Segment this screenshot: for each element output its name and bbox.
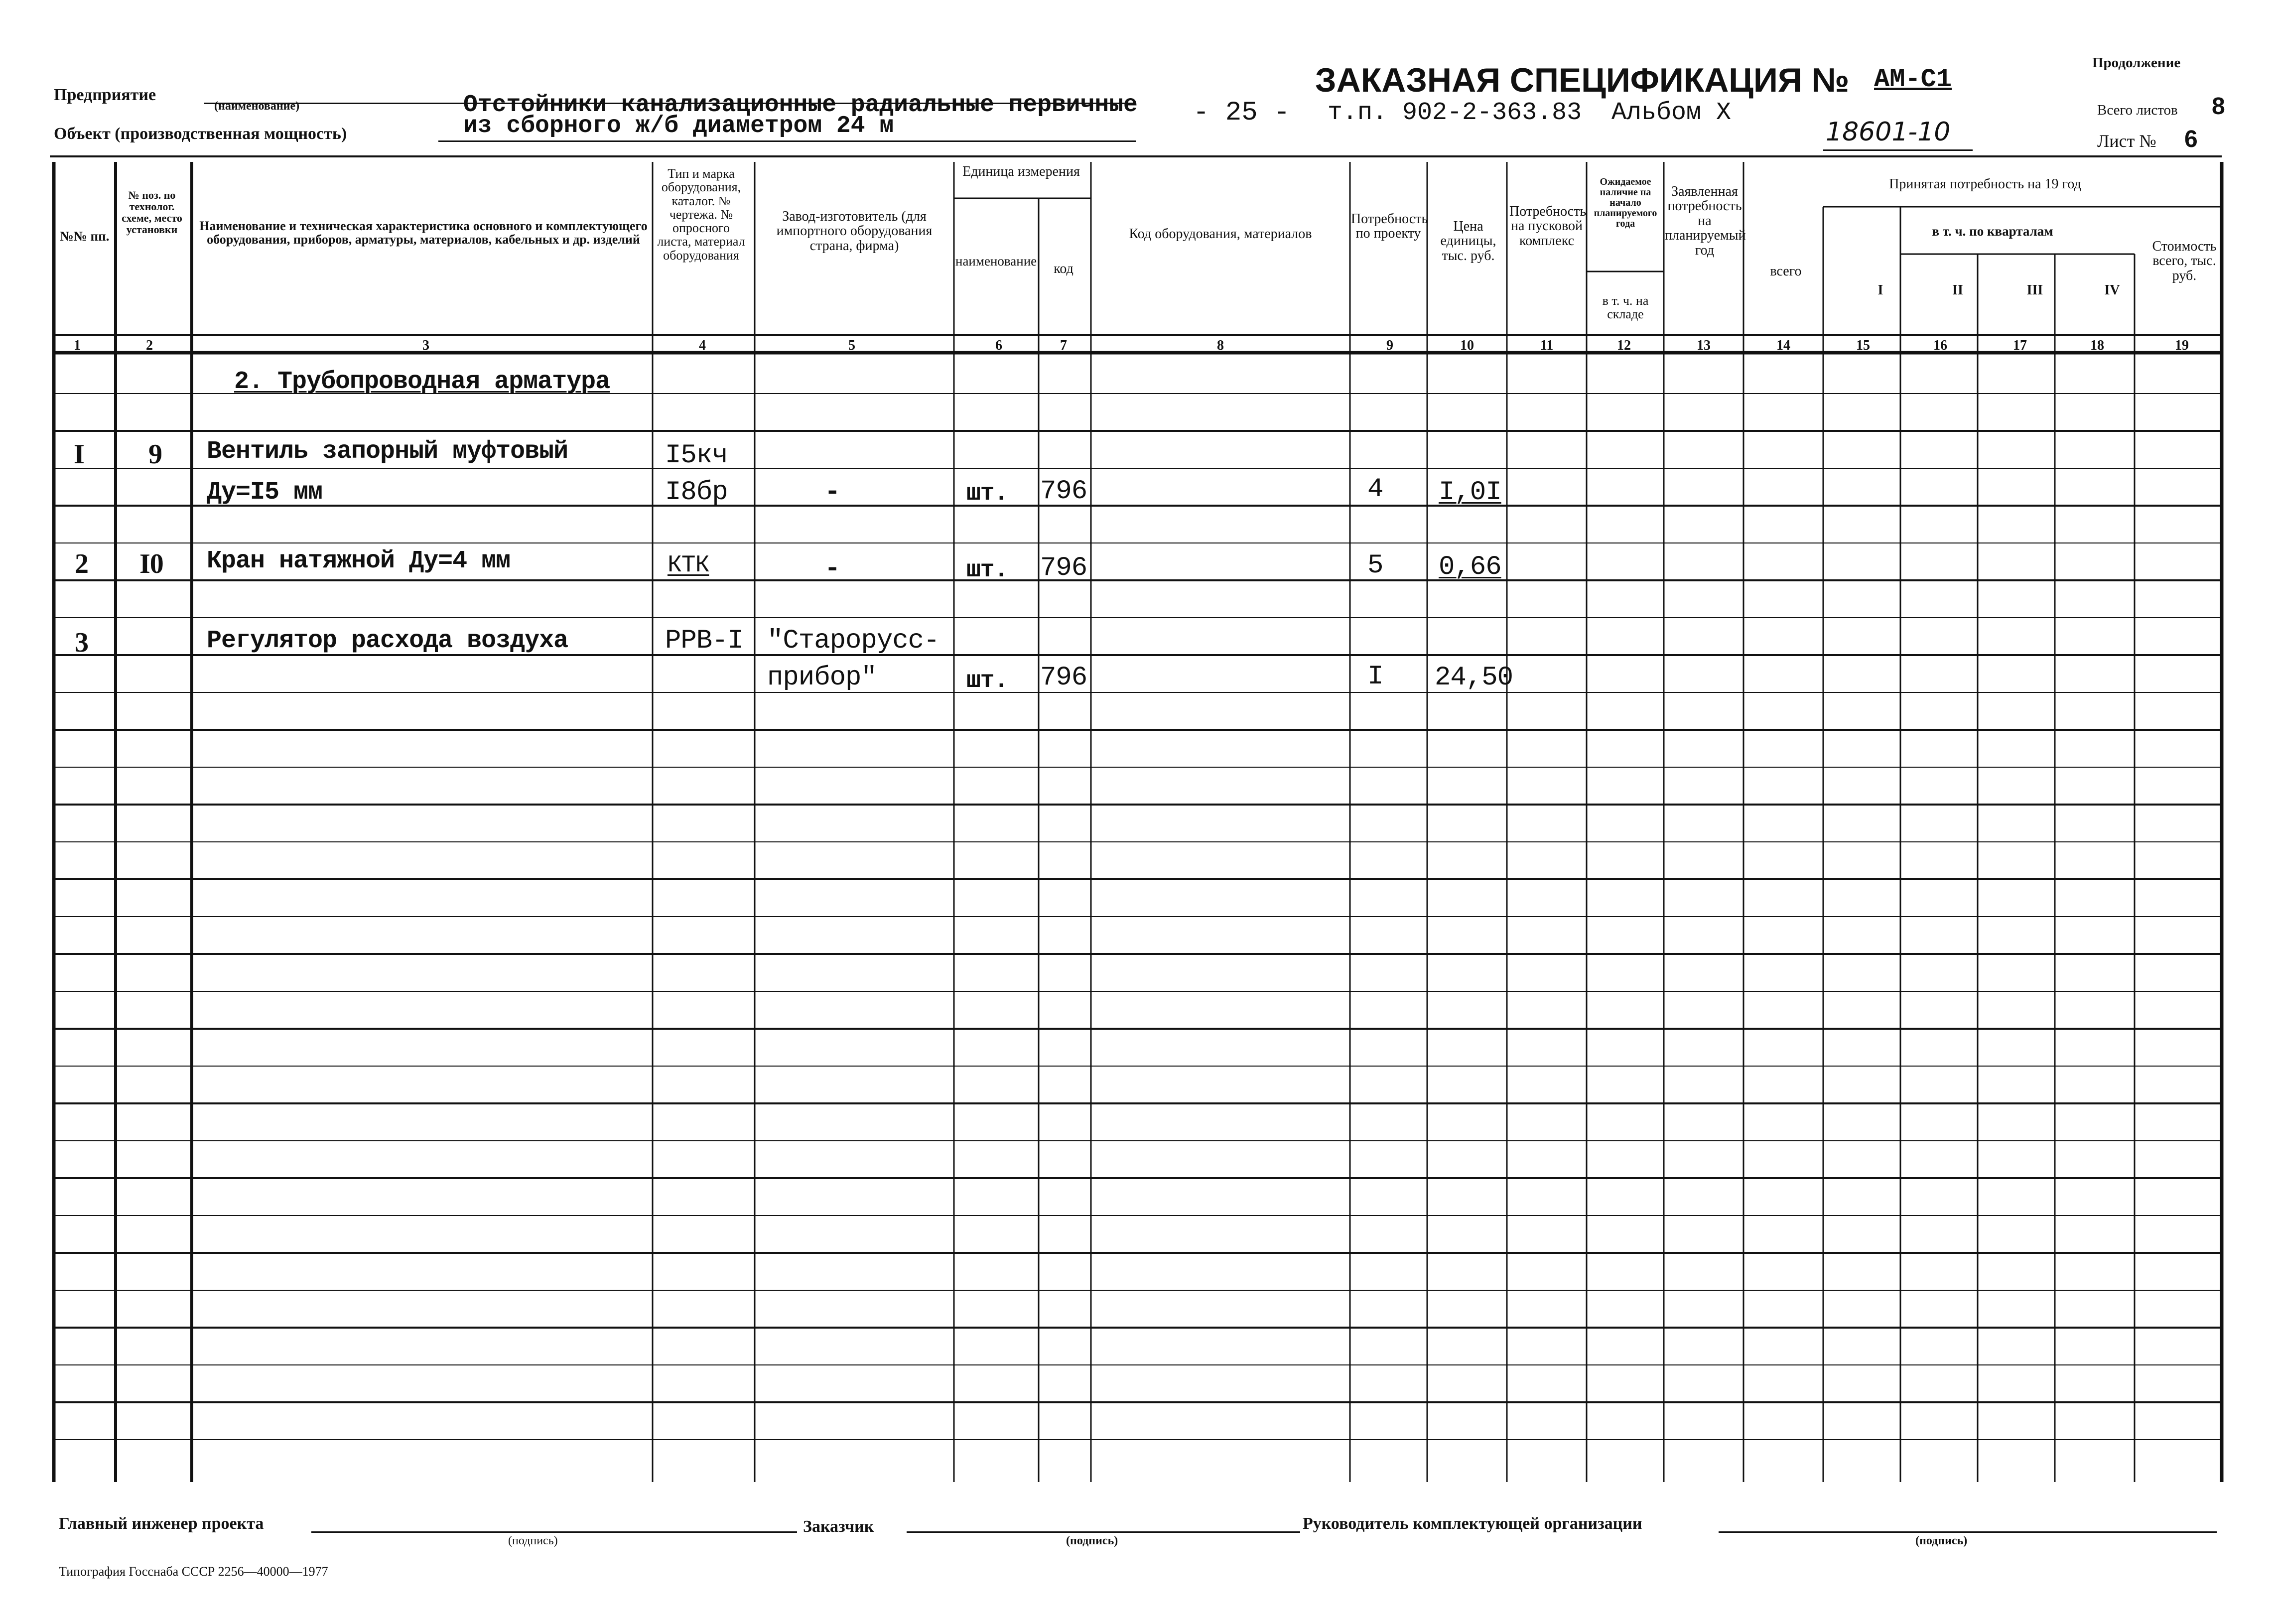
continuation-label: Продолжение xyxy=(2092,55,2181,71)
col-header-7: код xyxy=(1054,261,1073,276)
col-number-5: 5 xyxy=(848,338,855,353)
row3-name: Регулятор расхода воздуха xyxy=(207,627,568,655)
row2-code: 796 xyxy=(1040,553,1087,583)
col-number-18: 18 xyxy=(2090,338,2104,353)
col-number-15: 15 xyxy=(1856,338,1870,353)
section-title: 2. Трубопроводная арматура xyxy=(234,368,610,396)
project-code: т.п. 902-2-363.83 xyxy=(1328,99,1582,127)
row1-type-line2: I8бр xyxy=(665,477,728,508)
col-header-2: № поз. по технолог. схеме, место установки xyxy=(122,189,182,236)
col-header-9: Потребность по проекту xyxy=(1351,211,1428,242)
col-header-16: II xyxy=(1952,282,1963,298)
document-title: ЗАКАЗНАЯ СПЕЦИФИКАЦИЯ № xyxy=(1315,61,1850,99)
col-number-11: 11 xyxy=(1540,338,1554,353)
col-number-4: 4 xyxy=(699,338,706,353)
col-number-3: 3 xyxy=(422,338,429,353)
row3-type: РРВ-I xyxy=(665,626,744,656)
object-name-line1: Отстойники канализационные радиальные первичные xyxy=(463,92,1138,119)
page-marker: - 25 - xyxy=(1193,98,1290,128)
row3-no: 3 xyxy=(75,627,88,658)
handwritten-code: 18601-10 xyxy=(1826,117,1951,147)
row2-maker: - xyxy=(824,554,840,584)
quarters-group-header: в т. ч. по кварталам xyxy=(1932,224,2053,239)
head-signature-hint: (подпись) xyxy=(1915,1534,1968,1547)
album-label: Альбом Х xyxy=(1611,99,1732,127)
total-sheets-value: 8 xyxy=(2212,93,2225,120)
printer-imprint: Типография Госснаба СССР 2256—40000—1977 xyxy=(59,1564,328,1579)
chief-engineer-signature-hint: (подпись) xyxy=(508,1534,558,1547)
col-header-3: Наименование и техническая характеристика основного и комплектующего оборудования, приборов, арматуры, материалов, кабельных и др. изделий xyxy=(199,219,648,247)
col-number-1: 1 xyxy=(74,338,81,353)
col-header-12-bottom: в т. ч. на складе xyxy=(1602,293,1649,322)
col-header-17: III xyxy=(2026,282,2043,298)
naming-hint: (наименование) xyxy=(214,100,300,113)
col-header-4: Тип и марка оборудования, каталог. № чертежа. № опросного листа, материал оборудования xyxy=(657,166,745,263)
col-number-2: 2 xyxy=(146,338,153,353)
col-number-6: 6 xyxy=(995,338,1002,353)
row1-name-line2: Ду=I5 мм xyxy=(207,478,323,507)
row3-code: 796 xyxy=(1040,663,1087,693)
col-number-16: 16 xyxy=(1933,338,1947,353)
row3-maker-line2: прибор" xyxy=(767,663,877,693)
spec-number: АМ-С1 xyxy=(1874,65,1952,94)
col-number-19: 19 xyxy=(2175,338,2189,353)
row2-qty: 5 xyxy=(1367,550,1383,581)
row1-unit: шт. xyxy=(966,480,1008,507)
col-number-8: 8 xyxy=(1217,338,1224,353)
row3-maker-line1: "Старорусс- xyxy=(767,626,939,656)
accepted-group-header: Принятая потребность на 19 год xyxy=(1889,176,2081,192)
customer-line xyxy=(907,1531,1300,1533)
col-header-14: всего xyxy=(1770,264,1802,279)
col-number-9: 9 xyxy=(1386,338,1393,353)
object-label: Объект (производственная мощность) xyxy=(54,125,347,143)
col-header-1: №№ пп. xyxy=(60,229,110,244)
row2-unit: шт. xyxy=(966,557,1008,584)
chief-engineer-line xyxy=(311,1531,797,1533)
row1-maker: - xyxy=(824,477,840,508)
row1-code: 796 xyxy=(1040,476,1087,507)
col-header-18: IV xyxy=(2104,282,2120,298)
object-name-line2: из сборного ж/б диаметром 24 м xyxy=(463,113,894,139)
customer-label: Заказчик xyxy=(803,1517,874,1536)
row2-type: КТК xyxy=(668,552,709,579)
col-header-5: Завод-изготовитель (для импортного оборудования страна, фирма) xyxy=(776,209,933,254)
row3-qty: I xyxy=(1367,662,1383,692)
col-number-13: 13 xyxy=(1697,338,1711,353)
enterprise-label: Предприятие xyxy=(54,86,156,104)
row1-no: I xyxy=(74,439,84,470)
total-sheets-label: Всего листов xyxy=(2097,102,2178,118)
row3-unit: шт. xyxy=(966,668,1008,694)
sheet-number: 6 xyxy=(2184,126,2198,152)
col-header-11: Потребность на пусковой комплекс xyxy=(1509,204,1587,249)
row2-pos: I0 xyxy=(139,548,163,579)
head-line xyxy=(1719,1531,2217,1533)
row2-no: 2 xyxy=(75,548,88,579)
col-header-8: Код оборудования, материалов xyxy=(1129,226,1312,242)
col-number-12: 12 xyxy=(1617,338,1631,353)
customer-signature-hint: (подпись) xyxy=(1066,1534,1118,1547)
row1-type-line1: I5кч xyxy=(665,440,728,471)
col-header-19: Стоимость всего, тыс. руб. xyxy=(2152,239,2217,283)
col-header-10: Цена единицы, тыс. руб. xyxy=(1440,219,1496,264)
col-number-17: 17 xyxy=(2013,338,2027,353)
row1-pos: 9 xyxy=(148,439,162,470)
row2-price: 0,66 xyxy=(1439,552,1501,582)
row1-price: I,0I xyxy=(1439,477,1501,508)
col-header-12-top: Ожидаемое наличие на начало планируемого года xyxy=(1594,176,1657,229)
col-header-6: наименование xyxy=(955,254,1037,269)
unit-group-header: Единица измерения xyxy=(962,164,1080,179)
row2-name: Кран натяжной Ду=4 мм xyxy=(207,547,511,575)
row3-price: 24,50 xyxy=(1435,663,1513,693)
sheet-label: Лист № xyxy=(2097,131,2156,151)
head-label: Руководитель комплектующей организации xyxy=(1303,1514,1642,1533)
col-header-15: I xyxy=(1877,282,1883,298)
row1-qty: 4 xyxy=(1367,474,1383,505)
col-number-14: 14 xyxy=(1776,338,1790,353)
col-number-7: 7 xyxy=(1060,338,1067,353)
row1-name-line1: Вентиль запорный муфтовый xyxy=(207,437,568,466)
col-header-13: Заявленная потребность на планируемый год xyxy=(1665,184,1746,258)
col-number-10: 10 xyxy=(1460,338,1474,353)
chief-engineer-label: Главный инженер проекта xyxy=(59,1514,264,1533)
